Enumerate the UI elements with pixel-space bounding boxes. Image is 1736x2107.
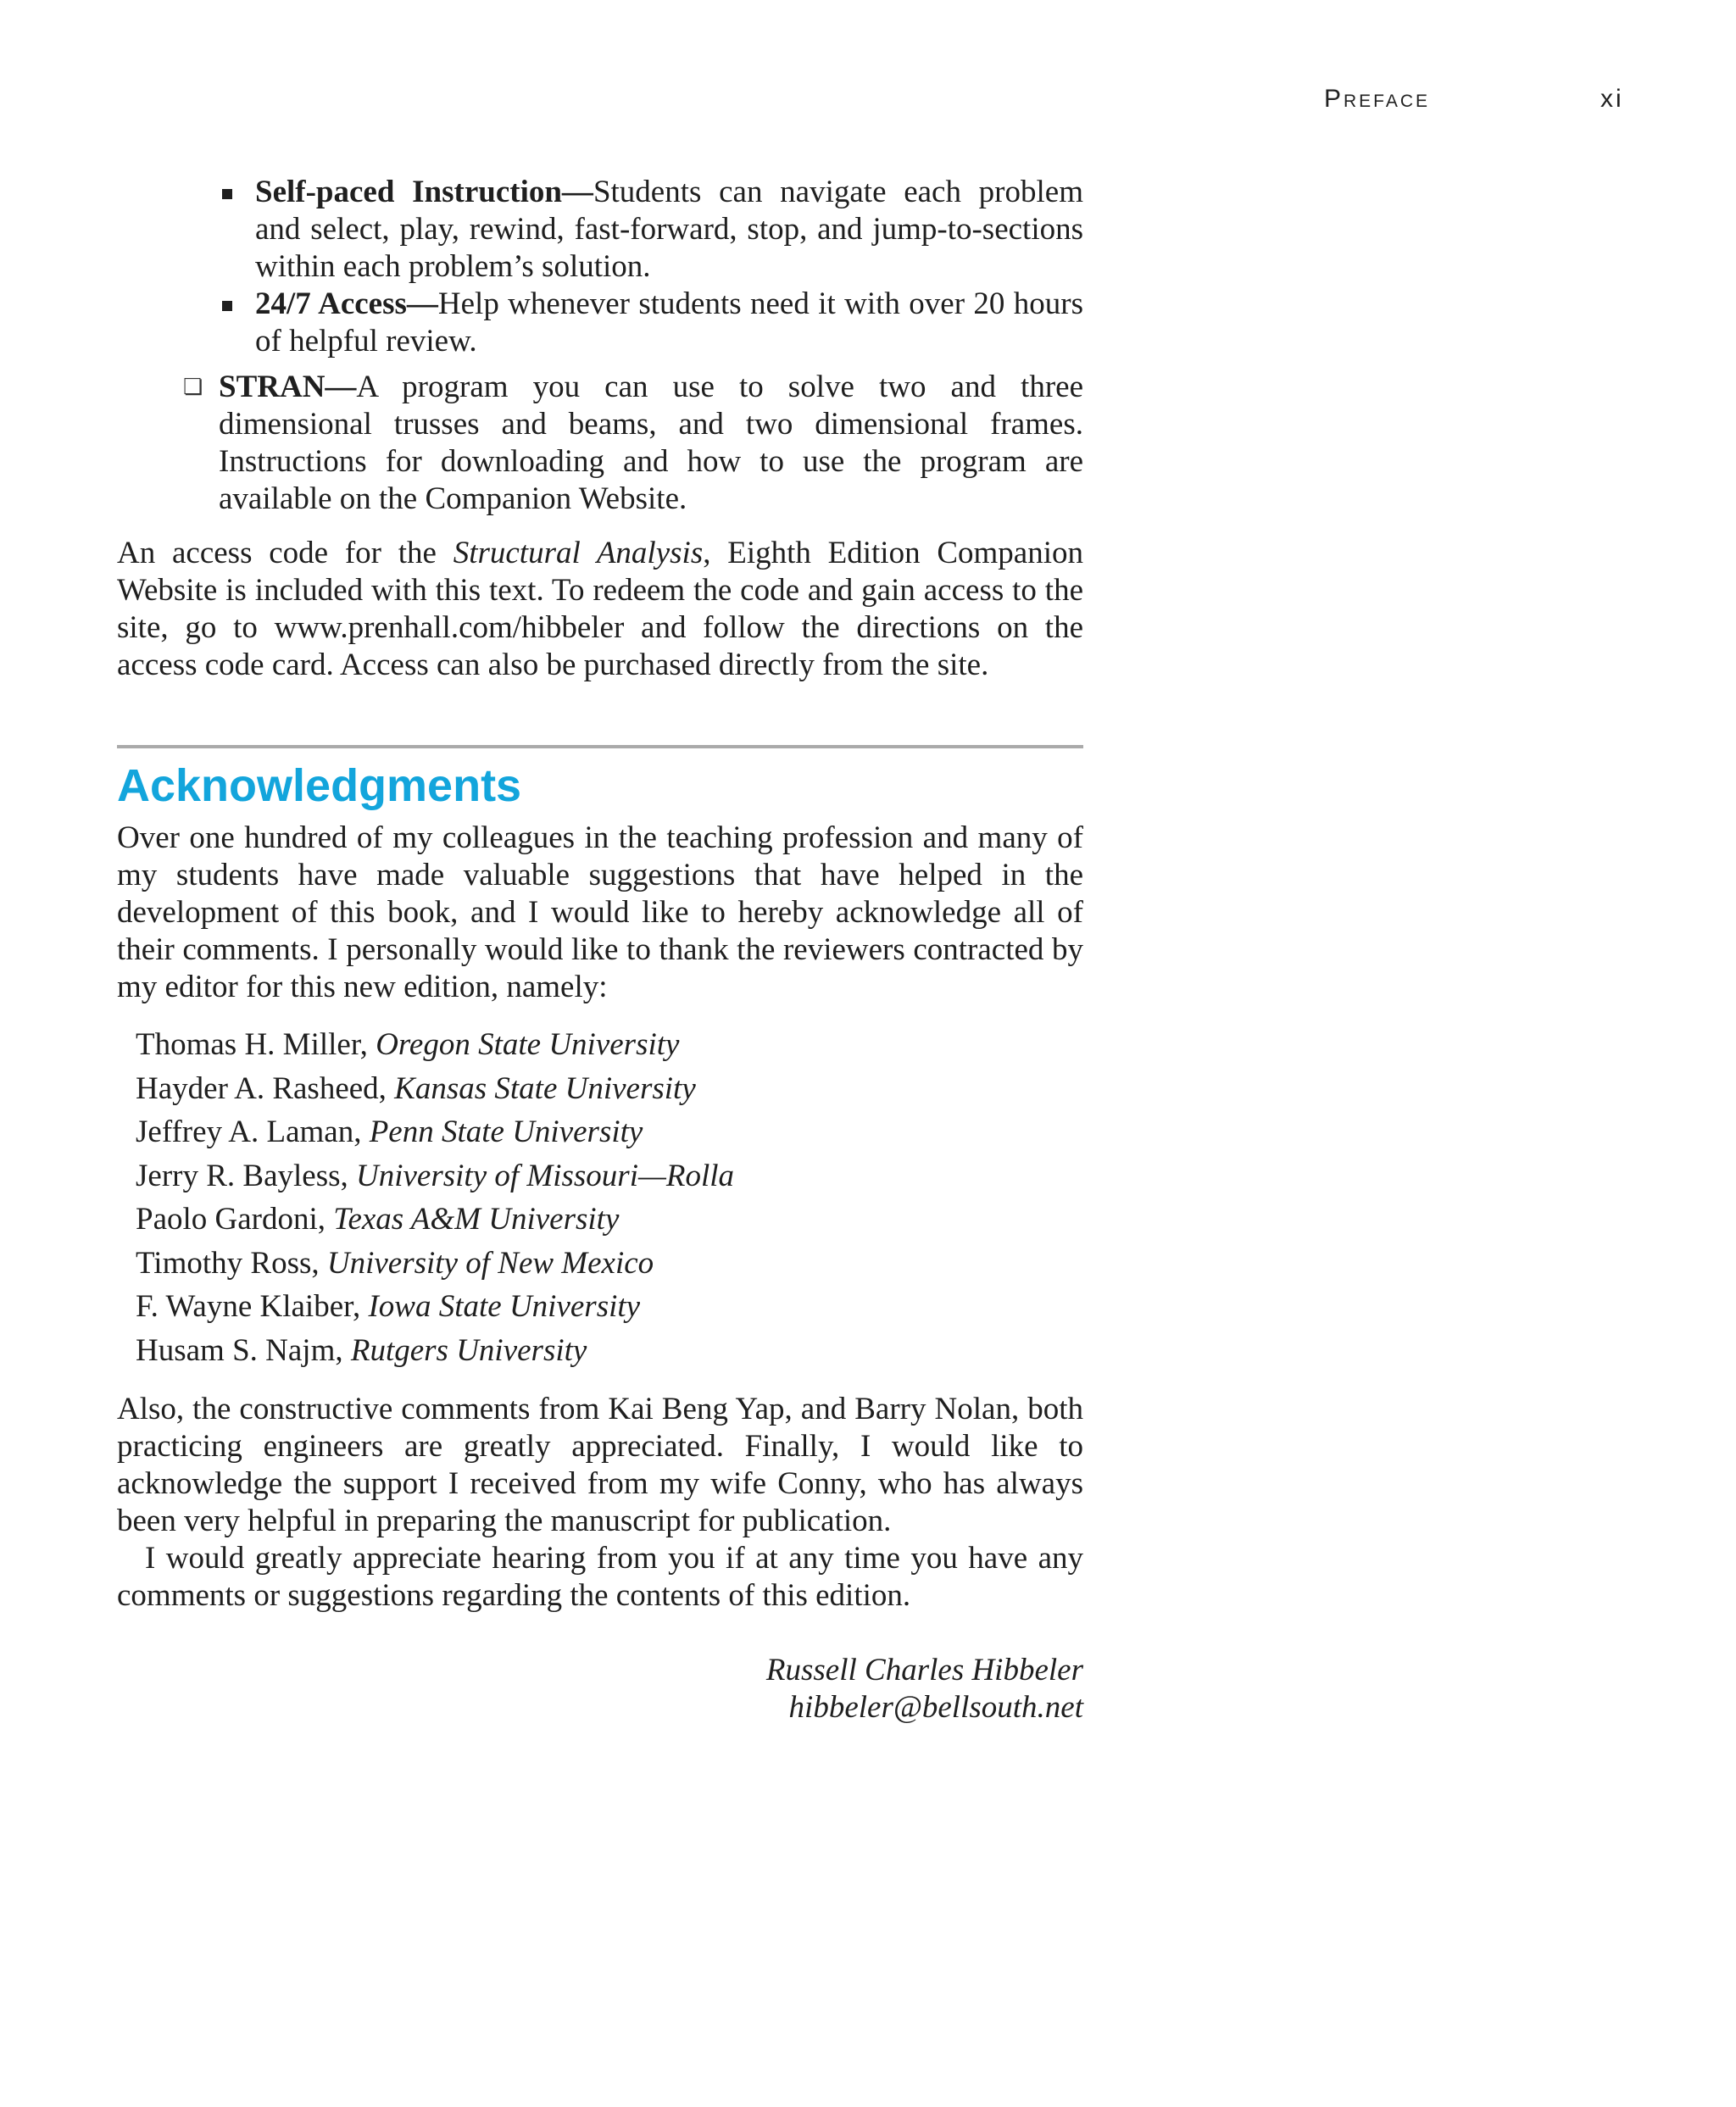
reviewer-item [136,1198,1083,1242]
running-head: Preface [1324,85,1431,113]
reviewer-list [117,1023,1083,1372]
reviewer-name: Husam S. Najm, [136,1332,351,1368]
access-code-paragraph [117,535,1083,684]
reviewer-item [136,1067,1083,1111]
square-bullet-icon [222,301,232,311]
page-header [0,85,1736,127]
reviewer-name: Timothy Ross, [136,1245,327,1281]
author-name: Russell Charles Hibbeler [765,1653,1083,1687]
reviewer-item [136,1285,1083,1329]
bullet-text: Students can navigate each problem and select, play, rewind, fast-forward, stop, and jump-to-sections within each problem’s solution. [255,175,1083,284]
reviewer-item [136,1023,1083,1067]
reviewer-affiliation: University of New Mexico [326,1245,654,1281]
reviewer-affiliation: Rutgers University [350,1332,587,1368]
bullet-term: STRAN— [219,370,357,404]
reviewer-affiliation: University of Missouri—Rolla [356,1158,735,1193]
access-text-after: , Eighth Edition Companion Website is included with this text. To redeem the code and gain access to the site, go to www.prenhall.com/hibbeler and follow the directions on the access code card. Access can also be purchased directly from the site. [117,536,1083,682]
reviewer-name: Hayder A. Rasheed, [136,1070,395,1106]
access-text-before: An access code for the [117,536,453,570]
list-item [183,369,1083,518]
list-item [255,286,1083,360]
companion-features-list [117,369,1083,518]
reviewer-affiliation: Iowa State University [368,1289,641,1324]
reviewer-name: Jeffrey A. Laman, [136,1115,370,1149]
reviewer-item [136,1329,1083,1373]
page-body [117,174,1083,1726]
reviewer-item [136,1110,1083,1154]
square-bullet-icon [222,189,232,199]
reviewer-name: Thomas H. Miller, [136,1027,376,1062]
list-item [255,174,1083,286]
reviewer-name: Paolo Gardoni, [136,1202,334,1237]
reviewer-affiliation: Texas A&M University [333,1202,620,1237]
acknowledgments-request: I would greatly appreciate hearing from you if at any time you have any comments or suggestions regarding the contents of this edition. [117,1541,1083,1613]
bullet-term: Self-paced Instruction— [255,175,593,209]
reviewer-name: F. Wayne Klaiber, [136,1289,369,1324]
video-features-list [117,174,1083,360]
reviewer-affiliation: Penn State University [369,1115,643,1149]
acknowledgments-intro: Over one hundred of my colleagues in the teaching profession and many of my students have made valuable suggestions that have helped in the development of this book, and I would like to hereby acknowledge all of their comments. I personally would like to thank the reviewers contracted by my editor for this new edition, namely: [117,820,1083,1004]
bullet-text: A program you can use to solve two and three dimensional trusses and beams, and two dimensional frames. Instructions for downloading and how to use the program are available on the Companion Website. [219,370,1083,516]
bullet-term: 24/7 Access— [255,286,438,321]
reviewer-name: Jerry R. Bayless, [136,1158,356,1193]
book-title: Structural Analysis [453,536,704,570]
author-email: hibbeler@bellsouth.net [788,1690,1083,1725]
section-divider [117,745,1083,748]
circle-bullet-icon: ❏ [183,375,203,399]
signature-block [117,1652,1083,1726]
bullet-text: Help whenever students need it with over 20 hours of helpful review. [255,286,1083,359]
reviewer-affiliation: Oregon State University [376,1027,680,1062]
acknowledgments-closing: Also, the constructive comments from Kai Beng Yap, and Barry Nolan, both practicing engineers are greatly appreciated. Finally, I would like to acknowledge the support I received from my wife Conny, who has always been very helpful in preparing the manuscript for publication. [117,1392,1083,1538]
reviewer-affiliation: Kansas State University [394,1070,696,1106]
section-title: Acknowledgments [117,760,522,811]
reviewer-item [136,1154,1083,1198]
page-number: xi [1600,85,1624,113]
reviewer-item [136,1242,1083,1286]
